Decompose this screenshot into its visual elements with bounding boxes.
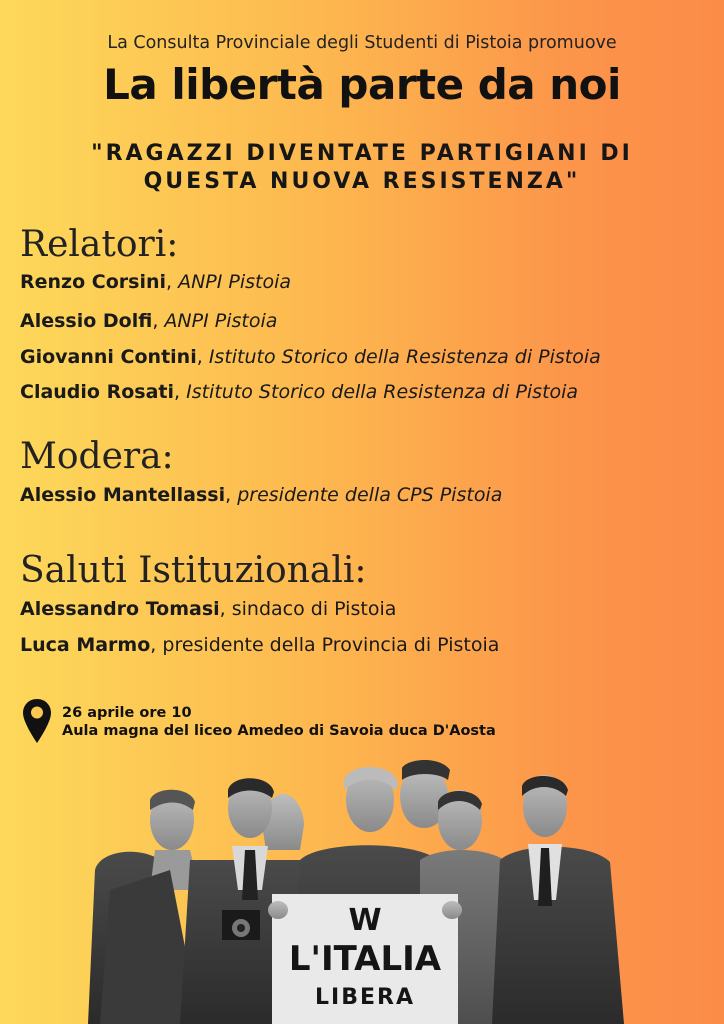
saluti-row: Luca Marmo, presidente della Provincia di Pistoia	[20, 634, 500, 656]
main-title: La libertà parte da noi	[103, 60, 621, 109]
person-name: Alessio Dolfi	[20, 310, 153, 332]
quote-line-1: "RAGAZZI DIVENTATE PARTIGIANI DI	[91, 141, 633, 166]
promoter-line: La Consulta Provinciale degli Studenti di Pistoia promuove	[107, 33, 617, 53]
modera-heading: Modera:	[20, 436, 174, 477]
relatore-row: Giovanni Contini, Istituto Storico della Resistenza di Pistoia	[20, 346, 601, 368]
person-role: presidente della CPS Pistoia	[237, 484, 503, 506]
person-name: Renzo Corsini	[20, 271, 166, 293]
person-name: Alessio Mantellassi	[20, 484, 226, 506]
person-role: presidente della Provincia di Pistoia	[162, 634, 500, 656]
relatore-row: Alessio Dolfi, ANPI Pistoia	[20, 310, 278, 332]
person-name: Luca Marmo	[20, 634, 151, 656]
relatore-row: Claudio Rosati, Istituto Storico della Resistenza di Pistoia	[20, 381, 579, 403]
banner-line-2: LIBERA	[315, 985, 415, 1010]
banner-line-1: L'ITALIA	[288, 939, 442, 979]
person-role: ANPI Pistoia	[178, 271, 292, 293]
saluti-heading: Saluti Istituzionali:	[20, 550, 367, 591]
banner-w: W	[348, 903, 382, 938]
person-role: Istituto Storico della Resistenza di Pistoia	[208, 346, 601, 368]
saluti-row: Alessandro Tomasi, sindaco di Pistoia	[20, 598, 397, 620]
quote-line-2: QUESTA NUOVA RESISTENZA"	[143, 169, 581, 194]
event-info	[62, 704, 496, 740]
person-name: Claudio Rosati	[20, 381, 174, 403]
relatore-row: Renzo Corsini, ANPI Pistoia	[20, 271, 292, 293]
person-role: ANPI Pistoia	[164, 310, 278, 332]
person-name: Alessandro Tomasi	[20, 598, 220, 620]
partisans-photo	[0, 750, 724, 1024]
location-pin-icon	[22, 698, 52, 744]
person-role: sindaco di Pistoia	[231, 598, 397, 620]
event-venue: Aula magna del liceo Amedeo di Savoia duca D'Aosta	[62, 723, 496, 739]
event-date-time: 26 aprile ore 10	[62, 705, 192, 721]
moderator-row: Alessio Mantellassi, presidente della CPS Pistoia	[20, 484, 503, 506]
person-role: Istituto Storico della Resistenza di Pistoia	[186, 381, 579, 403]
quote	[0, 140, 724, 196]
person-name: Giovanni Contini	[20, 346, 197, 368]
relatori-heading: Relatori:	[20, 224, 179, 265]
